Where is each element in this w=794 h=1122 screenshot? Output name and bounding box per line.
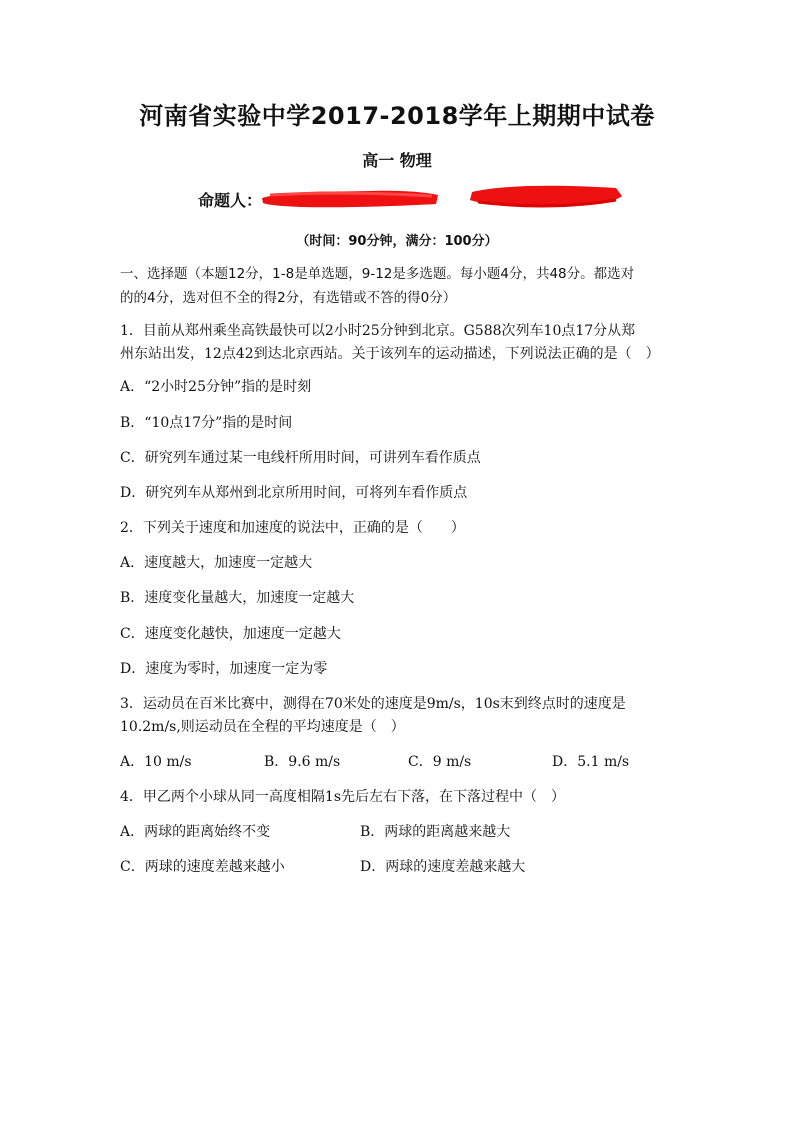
q4-option-b: B．两球的距离越来越大 [360,824,511,840]
exam-subtitle: 高一 物理 [362,151,432,170]
q3-stem-line2: 10.2m/s,则运动员在全程的平均速度是（ ） [120,719,405,735]
q2-stem: 2．下列关于速度和加速度的说法中，正确的是（ ） [120,520,465,536]
q2-option-c: C．速度变化越快，加速度一定越大 [120,626,341,642]
q4-option-a: A．两球的距离始终不变 [120,824,271,840]
section1-instruction-line1: 一、选择题（本题12分，1-8是单选题，9-12是多选题。每小题4分，共48分。都选对 [120,266,635,282]
q2-option-b: B．速度变化量越大，加速度一定越大 [120,590,355,606]
q1-option-b: B．“10点17分”指的是时间 [120,415,293,431]
exam-time-info: （时间：90分钟，满分：100分） [296,234,498,249]
exam-title: 河南省实验中学2017-2018学年上期期中试卷 [139,102,655,130]
q3-option-c: C．9 m/s [408,754,472,770]
q1-stem-line1: 1．目前从郑州乘坐高铁最快可以2小时25分钟到北京。G588次列车10点17分从郑 [120,323,636,339]
q4-stem: 4．甲乙两个小球从同一高度相隔1s先后左右下落，在下落过程中（ ） [120,789,565,805]
redaction-mark-1 [260,186,440,210]
q1-option-c: C．研究列车通过某一电线杆所用时间，可讲列车看作质点 [120,450,481,466]
q1-option-d: D．研究列车从郑州到北京所用时间，可将列车看作质点 [120,485,468,501]
q3-stem-line1: 3．运动员在百米比赛中，测得在70米处的速度是9m/s，10s末到终点时的速度是 [120,696,626,712]
redaction-mark-2 [466,182,626,210]
q1-option-a: A．“2小时25分钟”指的是时刻 [120,379,312,395]
q3-option-d: D．5.1 m/s [552,754,630,770]
q2-option-d: D．速度为零时，加速度一定为零 [120,661,328,677]
q2-option-a: A．速度越大，加速度一定越大 [120,555,313,571]
q1-stem-line2: 州东站出发，12点42到达北京西站。关于该列车的运动描述，下列说法正确的是（ ） [120,346,660,362]
q3-option-a: A．10 m/s [120,754,192,770]
q4-option-d: D．两球的速度差越来越大 [360,859,526,875]
section1-instruction-line2: 的的4分，选对但不全的得2分，有选错或不答的得0分） [120,290,457,306]
author-label: 命题人： [198,191,263,210]
q4-option-c: C．两球的速度差越来越小 [120,859,285,875]
author-row [198,186,638,214]
q3-option-b: B．9.6 m/s [264,754,341,770]
